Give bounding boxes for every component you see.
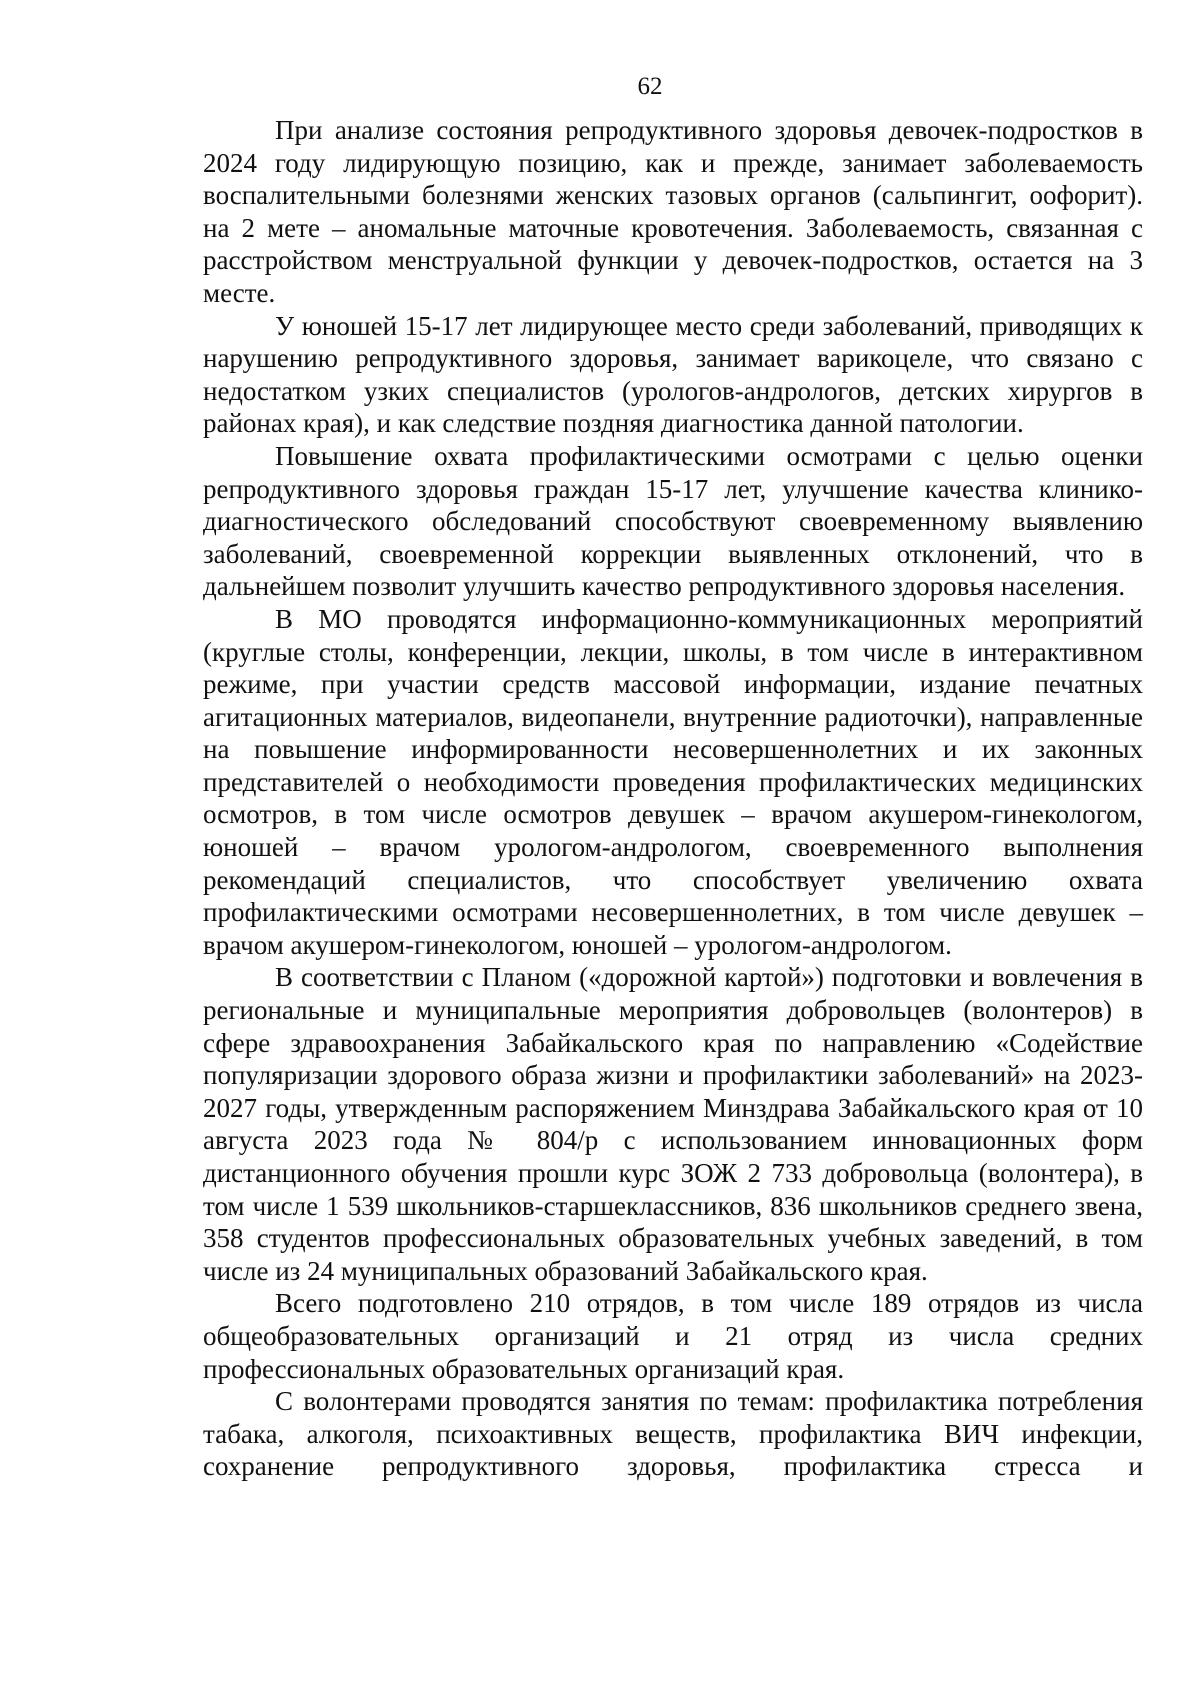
paragraph-girls-reproductive-health: При анализе состояния репродуктивного здоровья девочек-подростков в 2024 году лидирующую позицию, как и прежде, занимает заболеваемость воспалительными болезнями женских тазовых органов (сальпингит, оофорит). на 2 мете – аномальные маточные кровотечения. Заболеваемость, связанная с расстройством менструальной функции у девочек-подростков, остается на 3 месте.	[203, 115, 1143, 308]
paragraph-volunteer-plan: В соответствии с Планом («дорожной картой») подготовки и вовлечения в региональные и муниципальные мероприятия добровольцев (волонтеров) в сфере здравоохранения Забайкальского края по направлению «Содействие популяризации здорового образа жизни и профилактики заболеваний» на 2023-2027 годы, утвержденным распоряжением Минздрава Забайкальского края от 10 августа 2023 года № 804/р с использованием инновационных форм дистанционного обучения прошли курс ЗОЖ 2 733 добровольца (волонтера), в том числе 1 539 школьников-старшеклассников, 836 школьников среднего звена, 358 студентов профессиональных образовательных учебных заведений, в том числе из 24 муниципальных образований Забайкальского края.	[203, 962, 1143, 1286]
paragraph-preventive-exams: Повышение охвата профилактическими осмотрами с целью оценки репродуктивного здоровья граждан 15-17 лет, улучшение качества клинико-диагностического обследований способствуют своевременному выявлению заболеваний, своевременной коррекции выявленных отклонений, что в дальнейшем позволит улучшить качество репродуктивного здоровья населения.	[203, 440, 1143, 602]
paragraph-volunteer-units: Всего подготовлено 210 отрядов, в том числе 189 отрядов из числа общеобразовательных организаций и 21 отряд из числа средних профессиональных образовательных организаций края.	[203, 1288, 1143, 1384]
paragraph-volunteer-topics: С волонтерами проводятся занятия по темам: профилактика потребления табака, алкоголя, психоактивных веществ, профилактика ВИЧ инфекции, сохранение репродуктивного здоровья, профилактика стресса и	[203, 1386, 1143, 1482]
page-number: 62	[637, 73, 663, 100]
paragraph-information-events: В МО проводятся информационно-коммуникационных мероприятий (круглые столы, конференции, лекции, школы, в том числе в интерактивном режиме, при участии средств массовой информации, издание печатных агитационных материалов, видеопанели, внутренние радиоточки), направленные на повышение информированности несовершеннолетних и их законных представителей о необходимости проведения профилактических медицинских осмотров, в том числе осмотров девушек – врачом акушером-гинекологом, юношей – врачом урологом-андрологом, своевременного выполнения рекомендаций специалистов, что способствует увеличению охвата профилактическими осмотрами несовершеннолетних, в том числе девушек – врачом акушером-гинекологом, юношей – урологом-андрологом.	[203, 603, 1143, 960]
paragraph-boys-varicocele: У юношей 15-17 лет лидирующее место среди заболеваний, приводящих к нарушению репродуктивного здоровья, занимает варикоцеле, что связано с недостатком узких специалистов (урологов-андрологов, детских хирургов в районах края), и как следствие поздняя диагностика данной патологии.	[203, 310, 1143, 439]
body-text	[203, 114, 1143, 1483]
